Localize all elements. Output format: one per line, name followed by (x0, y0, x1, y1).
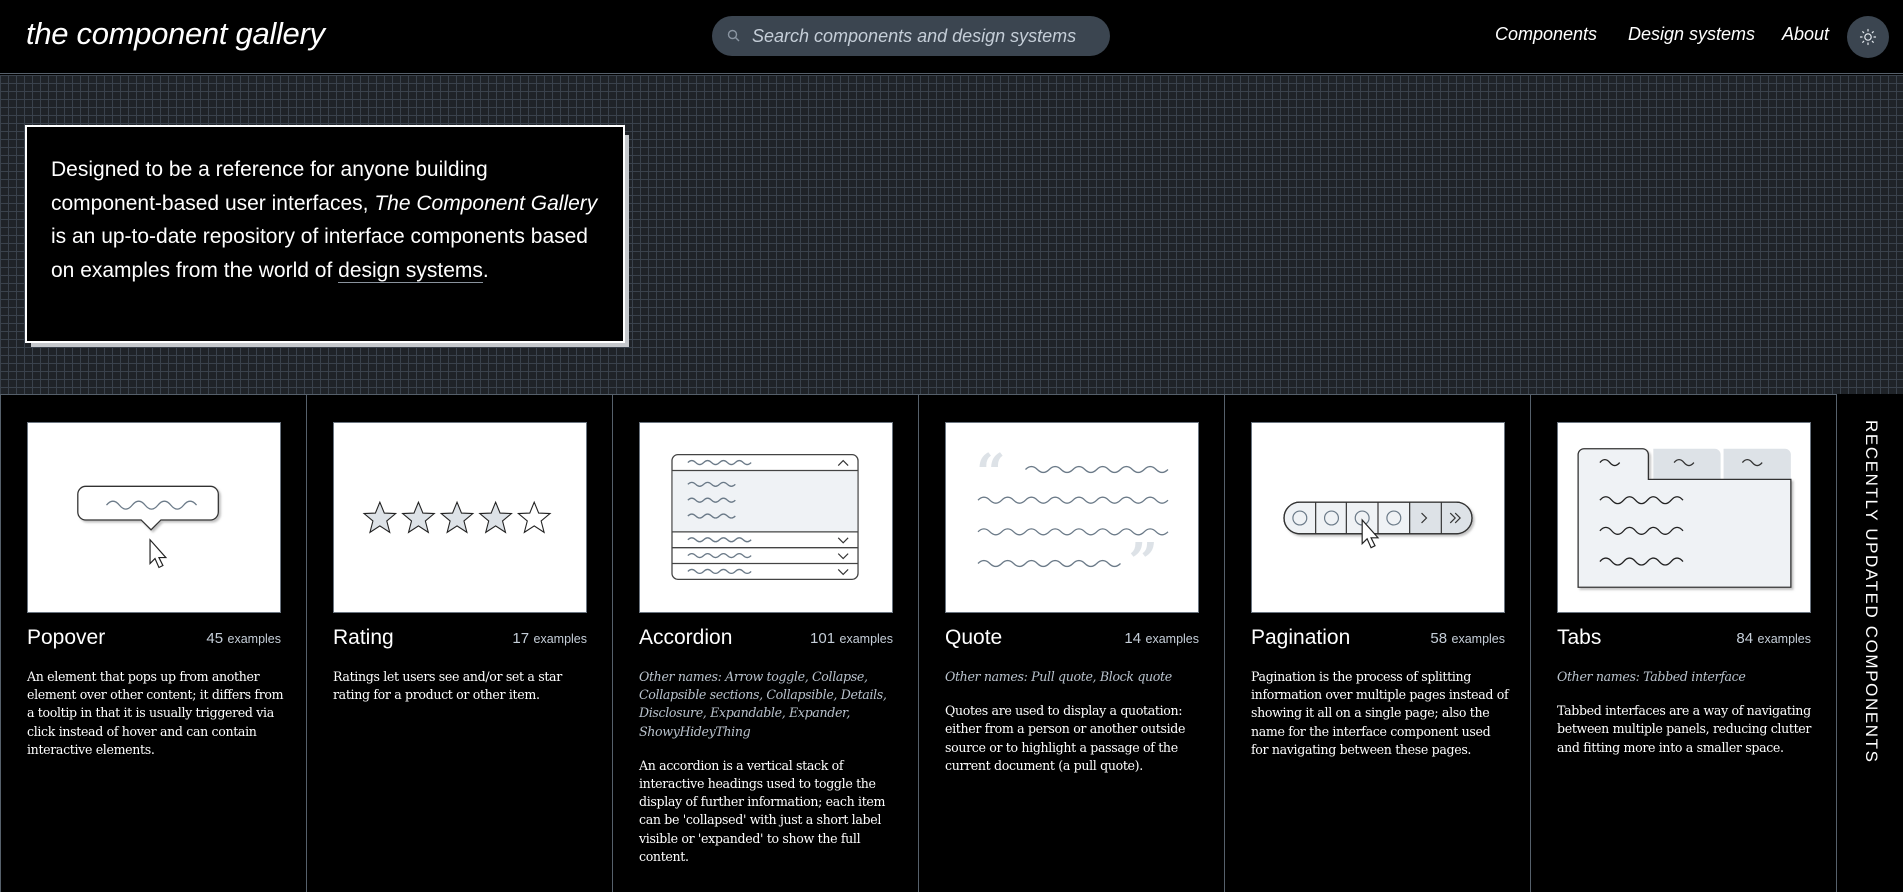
pagination-illustration (1251, 422, 1505, 613)
nav-link-about[interactable]: About (1782, 24, 1830, 44)
component-description-block (945, 668, 1205, 775)
component-title[interactable]: Accordion (639, 626, 733, 649)
sun-icon (1859, 28, 1877, 46)
component-card-popover[interactable] (0, 395, 306, 892)
quote-illustration (945, 422, 1199, 613)
component-description-block (639, 668, 899, 866)
nav-link-design-systems[interactable]: Design systems (1628, 24, 1756, 44)
component-title[interactable]: Tabs (1557, 626, 1602, 649)
svg-text:“: “ (976, 443, 1006, 504)
component-description-block (27, 668, 287, 759)
site-header (0, 0, 1903, 74)
component-card-pagination[interactable] (1224, 395, 1530, 892)
component-card-rating[interactable] (306, 395, 612, 892)
search-icon (727, 29, 741, 43)
component-title[interactable]: Rating (333, 626, 394, 649)
examples-count: 101 examples (810, 630, 893, 647)
theme-toggle-button[interactable] (1847, 16, 1889, 58)
examples-count: 45 examples (206, 630, 281, 647)
component-description-block (333, 668, 593, 704)
component-card-accordion[interactable] (612, 395, 918, 892)
design-systems-link[interactable]: design systems (338, 258, 483, 282)
examples-count: 84 examples (1736, 630, 1811, 647)
component-description: An element that pops up from another element over other content; it differs from a tooltip in that it is usually triggered via click instead of hover and can contain interactive elements. (27, 669, 284, 757)
component-title[interactable]: Popover (27, 626, 106, 649)
component-card-quote[interactable] (918, 395, 1224, 892)
component-other-names: Other names: Pull quote, Block quote (945, 669, 1172, 684)
component-other-names: Other names: Arrow toggle, Collapse, Collapsible sections, Collapsible, Details, Disclosure, Expandable, Expander, ShowyHideyThing (639, 669, 887, 739)
rating-illustration (333, 422, 587, 613)
intro-card (25, 125, 625, 343)
svg-text:”: ” (1128, 532, 1158, 593)
examples-count: 17 examples (512, 630, 587, 647)
component-description: An accordion is a vertical stack of interactive headings used to toggle the display of further information; each item can be 'collapsed' with just a short label visible or 'expanded' to show the full content. (639, 757, 886, 864)
intro-text-after: . (482, 258, 489, 282)
component-description: Tabbed interfaces are a way of navigating between multiple panels, reducing clutter and fitting more into a smaller space. (1557, 703, 1812, 755)
examples-count: 58 examples (1430, 630, 1505, 647)
recently-updated-label (1836, 394, 1903, 892)
intro-text-middle: is an up-to-date repository of interface components based on examples from the world of (51, 225, 588, 282)
component-description: Ratings let users see and/or set a star rating for a product or other item. (333, 669, 562, 703)
site-logo[interactable]: the component gallery (26, 16, 325, 51)
nav-link-components[interactable]: Components (1495, 24, 1598, 44)
component-title[interactable]: Quote (945, 626, 1003, 649)
component-other-names: Other names: Tabbed interface (1557, 669, 1746, 684)
intro-title: The Component Gallery (374, 191, 598, 215)
search-bar[interactable] (712, 16, 1110, 56)
popover-illustration (27, 422, 281, 613)
search-input[interactable] (752, 16, 1102, 56)
intro-text-before: Designed to be a reference for anyone building component-based user interfaces, (51, 158, 488, 215)
component-title[interactable]: Pagination (1251, 626, 1351, 649)
recent-components-list (0, 394, 1903, 892)
component-description-block (1557, 668, 1817, 757)
component-card-tabs[interactable] (1530, 395, 1836, 892)
side-label-text: RECENTLY UPDATED COMPONENTS (1862, 420, 1881, 764)
tabs-illustration (1557, 422, 1811, 613)
accordion-illustration (639, 422, 893, 613)
component-description: Quotes are used to display a quotation: either from a person or another outside source or to highlight a passage of the current document (a pull quote). (945, 703, 1186, 773)
examples-count: 14 examples (1124, 630, 1199, 647)
component-description-block (1251, 668, 1511, 759)
component-description: Pagination is the process of splitting information over multiple pages instead of showing it all on a single page; also the name for the interface component used for navigating between these pages. (1251, 669, 1509, 757)
